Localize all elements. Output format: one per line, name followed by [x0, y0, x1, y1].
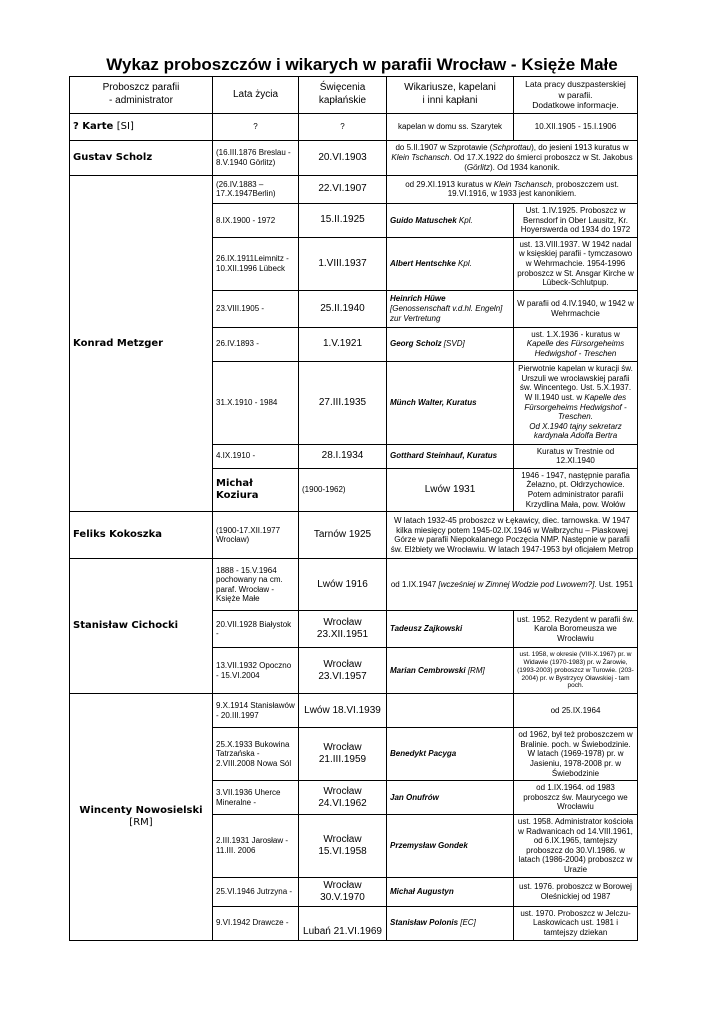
ordination-date: 15.II.1925	[299, 203, 387, 237]
life-dates: 26.IV.1893 -	[213, 327, 299, 361]
pastor-name: Konrad Metzger	[70, 175, 213, 511]
info-cell: ust. 1976. proboszcz w Borowej Oleśnickiej od 1987	[514, 877, 638, 906]
pastor-name: Wincenty Nowosielski [RM]	[70, 694, 213, 940]
table-row	[70, 512, 638, 559]
table-row	[70, 140, 638, 175]
ordination-date: 20.VI.1903	[299, 140, 387, 175]
ordination-date: 25.II.1940	[299, 290, 387, 327]
table-row	[70, 113, 638, 140]
info-cell: 10.XII.1905 - 15.I.1906	[514, 113, 638, 140]
pastor-name: Michał Koziura	[213, 468, 299, 511]
life-dates: (16.III.1876 Breslau - 8.V.1940 Görlitz)	[213, 140, 299, 175]
info-cell: Pierwotnie kapelan w kuracji św. Urszuli we wrocławskiej parafii św. Wincentego. Ust. 5.X.1937. W II.1940 ust. w Kapelle des Fürsorgeheims Hedwigshof - Treschen. Od X.1940 tajny sekretarz kardynała Adolfa Bertra	[514, 361, 638, 444]
vicar-name: Przemysław Gondek	[387, 814, 514, 877]
table-row	[70, 175, 638, 203]
ordination-date: 22.VI.1907	[299, 175, 387, 203]
life-dates: 31.X.1910 - 1984	[213, 361, 299, 444]
life-dates: 25.VI.1946 Jutrzyna -	[213, 877, 299, 906]
life-dates: (26.IV.1883 – 17.X.1947Berlin)	[213, 175, 299, 203]
vicar-name	[387, 694, 514, 728]
life-dates: 9.VI.1942 Drawcze -	[213, 906, 299, 940]
vicar-name: Stanisław Polonis [EC]	[387, 906, 514, 940]
life-dates: 9.X.1914 Stanisławów - 20.III.1997	[213, 694, 299, 728]
header-row	[70, 77, 638, 114]
life-dates: ?	[213, 113, 299, 140]
ordination-date: Wrocław 23.VI.1957	[299, 648, 387, 694]
header-pastor: Proboszcz parafii - administrator	[70, 77, 213, 114]
info-cell: 1946 - 1947, następnie parafia Żelazno, pt. Ołdrzychowice. Potem administrator parafii Krzydlina Mała, pow. Wołów	[514, 468, 638, 511]
vicar-name: Georg Scholz [SVD]	[387, 327, 514, 361]
vicar-name: Michał Augustyn	[387, 877, 514, 906]
info-cell: ust. 1.X.1936 - kuratus w Kapelle des Fürsorgeheims Hedwigshof - Treschen	[514, 327, 638, 361]
life-dates: 26.IX.1911Leimnitz - 10.XII.1996 Lübeck	[213, 237, 299, 290]
ordination-date: Wrocław 21.III.1959	[299, 728, 387, 781]
info-cell: Ust. 1.IV.1925. Proboszcz w Bernsdorf in Ober Lausitz, Kr. Hoyerswerda od 1934 do 1972	[514, 203, 638, 237]
life-dates: 3.VII.1936 Uherce Mineralne -	[213, 781, 299, 815]
life-dates: 13.VII.1932 Opoczno - 15.VI.2004	[213, 648, 299, 694]
ordination-date: Lwów 1916	[299, 559, 387, 611]
header-vicars: Wikariusze, kapelani i inni kapłani	[387, 77, 514, 114]
info-cell: W latach 1932-45 proboszcz w Łękawicy, diec. tarnowska. W 1947 kilka miesięcy potem 1945-02.IX.1946 w Wałbrzychu – Piaskowej Górze w parafii Niepokalanego Poczęcia NMP. Następnie w parafii św. Elżbiety we Wrocławiu. W latach 1947-1953 był oficjałem Metrop	[387, 512, 638, 559]
vicar-name: Albert Hentschke Kpl.	[387, 237, 514, 290]
ordination-date: Lwów 18.VI.1939	[299, 694, 387, 728]
vicar-name: Benedykt Pacyga	[387, 728, 514, 781]
priests-table	[69, 76, 638, 941]
info-cell: od 1962, był też proboszczem w Bralinie. poch. w Świebodzinie. W latach (1969-1978) pr. w Jasieniu, 1978-2008 pr. w Świebodzinie	[514, 728, 638, 781]
info-cell: ust. 1958, w okresie (VIII-X.1967) pr. w Widawie (1970-1983) pr. w Żarowie, (1993-2003) proboszcz w Turowie. (203-2004) pr. w Bystrzycy Oławskiej - tam poch.	[514, 648, 638, 694]
info-cell: ust. 1958. Administrator kościoła w Radwanicach od 14.VIII.1961, od 6.IX.1965, tamtejszy proboszcz do 30.VI.1986. w latach (1986-2004) proboszcz w Urazie	[514, 814, 638, 877]
pastor-name: Feliks Kokoszka	[70, 512, 213, 559]
info-cell: od 1.IX.1947 [wcześniej w Zimnej Wodzie pod Lwowem?]. Ust. 1951	[387, 559, 638, 611]
life-dates: 2.III.1931 Jarosław - 11.III. 2006	[213, 814, 299, 877]
vicar-name: Jan Onufrów	[387, 781, 514, 815]
header-ordination: Święcenia kapłańskie	[299, 77, 387, 114]
life-dates: 8.IX.1900 - 1972	[213, 203, 299, 237]
info-cell: od 29.XI.1913 kuratus w Klein Tschansch, proboszczem ust. 19.VI.1916, w 1933 jest kanonikiem.	[387, 175, 638, 203]
info-cell: do 5.II.1907 w Szprotawie (Schprottau), do jesieni 1913 kuratus w Klein Tschansch. Od 17.X.1922 do śmierci proboszcz w St. Jakobus (Görlitz). Od 1934 kanonik.	[387, 140, 638, 175]
vicar-name: kapelan w domu ss. Szarytek	[387, 113, 514, 140]
life-dates: 20.VII.1928 Białystok -	[213, 611, 299, 648]
vicar-name: Marian Cembrowski [RM]	[387, 648, 514, 694]
page-title: Wykaz proboszczów i wikarych w parafii Wrocław - Księże Małe	[106, 55, 618, 74]
info-cell: ust. 1970. Proboszcz w Jelczu-Laskowicach ust. 1981 i tamtejszy dziekan	[514, 906, 638, 940]
info-cell: ust. 13.VIII.1937. W 1942 nadal w księskiej parafii - tymczasowo w Wehrmachcie. 1954-1996 proboszcz w St. Ansgar Kirche w Lübeck-Schlutpup.	[514, 237, 638, 290]
info-cell: ust. 1952. Rezydent w parafii św. Karola Boromeusza we Wrocławiu	[514, 611, 638, 648]
ordination-date: ?	[299, 113, 387, 140]
life-dates: 4.IX.1910 -	[213, 444, 299, 468]
vicar-name: Heinrich Hüwe [Genossenschaft v.d.hl. Engeln] zur Vertretung	[387, 290, 514, 327]
pastor-name: ? Karte [SI]	[70, 113, 213, 140]
ordination-date: 28.I.1934	[299, 444, 387, 468]
header-life: Lata życia	[213, 77, 299, 114]
ordination-date: 1.V.1921	[299, 327, 387, 361]
table-row	[70, 694, 638, 728]
vicar-name: Tadeusz Zajkowski	[387, 611, 514, 648]
ordination-date: 27.III.1935	[299, 361, 387, 444]
header-info: Lata pracy duszpasterskiej w parafii. Dodatkowe informacje.	[514, 77, 638, 114]
vicar-name: Gotthard Steinhauf, Kuratus	[387, 444, 514, 468]
life-dates: 25.X.1933 Bukowina Tatrzańska - 2.VIII.2008 Nowa Sól	[213, 728, 299, 781]
ordination-date: Wrocław 15.VI.1958	[299, 814, 387, 877]
ordination-date: Lwów 1931	[387, 468, 514, 511]
life-dates: 1888 - 15.V.1964 pochowany na cm. paraf. Wrocław - Księże Małe	[213, 559, 299, 611]
info-cell: Kuratus w Trestnie od 12.XI.1940	[514, 444, 638, 468]
vicar-name: Münch Walter, Kuratus	[387, 361, 514, 444]
pastor-name: Stanisław Cichocki	[70, 559, 213, 694]
life-dates: (1900-1962)	[299, 468, 387, 511]
info-cell: od 25.IX.1964	[514, 694, 638, 728]
ordination-date: Wrocław 24.VI.1962	[299, 781, 387, 815]
life-dates: 23.VIII.1905 -	[213, 290, 299, 327]
ordination-date: Lubań 21.VI.1969	[299, 906, 387, 940]
ordination-date: Wrocław 30.V.1970	[299, 877, 387, 906]
ordination-date: Wrocław 23.XII.1951	[299, 611, 387, 648]
vicar-name: Guido Matuschek Kpl.	[387, 203, 514, 237]
info-cell: od 1.IX.1964. od 1983 proboszcz św. Maurycego we Wrocławiu	[514, 781, 638, 815]
pastor-name: Gustav Scholz	[70, 140, 213, 175]
table-row	[70, 559, 638, 611]
ordination-date: 1.VIII.1937	[299, 237, 387, 290]
ordination-date: Tarnów 1925	[299, 512, 387, 559]
life-dates: (1900-17.XII.1977 Wrocław)	[213, 512, 299, 559]
info-cell: W parafii od 4.IV.1940, w 1942 w Wehrmachcie	[514, 290, 638, 327]
